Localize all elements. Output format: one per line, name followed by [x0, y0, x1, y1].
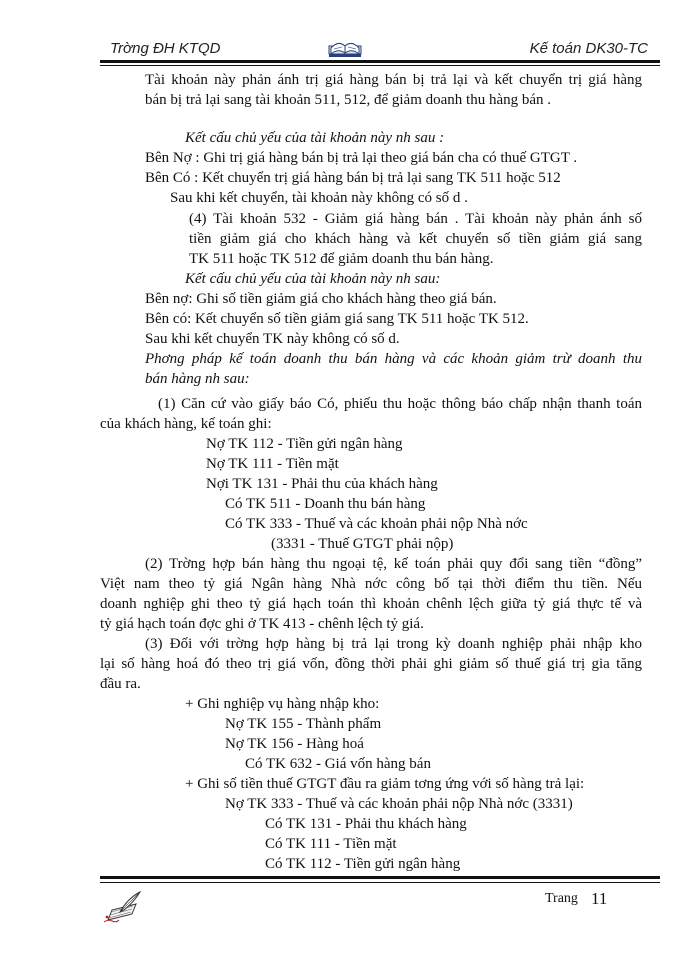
- journal-entry: Nợ TK 111 - Tiền mặt: [206, 456, 339, 472]
- open-book-icon: [328, 36, 362, 58]
- text-line: (1) Căn cứ vào giấy báo Có, phiếu thu hoặc thông báo chấp nhận thanh toán: [158, 396, 642, 412]
- text-line: tỷ giá hạch toán đợc ghi ở TK 413 - chênh lệch tỷ giá.: [100, 616, 424, 632]
- text-line: của khách hàng, kế toán ghi:: [100, 416, 272, 432]
- journal-entry: Có TK 112 - Tiền gửi ngân hàng: [265, 856, 461, 872]
- text-line: Bên nợ: Ghi số tiền giảm giá cho khách hàng theo giá bán.: [145, 291, 497, 307]
- header-course: Kế toán DK30-TC: [529, 40, 648, 57]
- page-number: 11: [591, 889, 608, 908]
- page-header: [100, 36, 660, 62]
- text-line: lại số hàng hoá đó theo trị giá vốn, đồng thời phải ghi giảm số thuế giá trị gia tăng: [100, 656, 642, 672]
- header-school: Trờng ĐH KTQD: [110, 40, 221, 57]
- text-line: + Ghi nghiệp vụ hàng nhập kho:: [185, 696, 380, 712]
- journal-entry: (3331 - Thuế GTGT phải nộp): [271, 536, 454, 552]
- text-line: (2) Trờng hợp bán hàng thu ngoại tệ, kế toán phải quy đổi sang tiền “đồng”: [145, 556, 642, 572]
- journal-entry: Nợ TK 156 - Hàng hoá: [225, 736, 364, 752]
- quill-pen-icon: [102, 890, 142, 924]
- text-line: đầu ra.: [100, 676, 141, 692]
- text-line: (3) Đối với trờng hợp hàng bị trả lại trong kỳ doanh nghiệp phải nhập kho: [145, 636, 642, 652]
- footer-rule-thin: [100, 882, 660, 883]
- journal-entry: Nợ TK 155 - Thành phẩm: [225, 716, 382, 732]
- text-line: doanh nghiệp ghi theo tỷ giá hạch toán thì khoản chênh lệch giữa tỷ giá thực tế và: [100, 596, 642, 612]
- journal-entry: Có TK 333 - Thuế và các khoản phải nộp Nhà nớc: [225, 516, 528, 532]
- journal-entry: Có TK 632 - Giá vốn hàng bán: [245, 756, 431, 772]
- section-heading: Phơng pháp kế toán doanh thu bán hàng và các khoản giảm trừ doanh thu: [145, 351, 642, 367]
- journal-entry: Có TK 131 - Phải thu khách hàng: [265, 816, 467, 832]
- text-line: Tài khoản này phản ánh trị giá hàng bán bị trả lại và kết chuyển trị giá hàng: [145, 72, 642, 88]
- text-line: + Ghi số tiền thuế GTGT đầu ra giảm tơng ứng với số hàng trả lại:: [185, 776, 585, 792]
- text-line: TK 511 hoặc TK 512 để giảm doanh thu bán hàng.: [189, 251, 494, 267]
- journal-entry: Nợi TK 131 - Phải thu của khách hàng: [206, 476, 438, 492]
- text-line: Việt nam theo tỷ giá Ngân hàng Nhà nớc công bố tại thời điểm thu tiền. Nếu: [100, 576, 642, 592]
- text-line: (4) Tài khoản 532 - Giảm giá hàng bán . Tài khoản này phản ánh số: [189, 211, 642, 227]
- header-rule-thin: [100, 65, 660, 66]
- journal-entry: Nợ TK 333 - Thuế và các khoản phải nộp Nhà nớc (3331): [225, 796, 573, 812]
- text-line: Bên có: Kết chuyển số tiền giảm giá sang TK 511 hoặc TK 512.: [145, 311, 529, 327]
- journal-entry: Nợ TK 112 - Tiền gửi ngân hàng: [206, 436, 403, 452]
- text-line: Bên Nợ : Ghi trị giá hàng bán bị trả lại theo giá bán cha có thuế GTGT .: [145, 150, 578, 166]
- footer-rule-thick: [100, 876, 660, 879]
- journal-entry: Có TK 511 - Doanh thu bán hàng: [225, 496, 426, 512]
- journal-entry: Có TK 111 - Tiền mặt: [265, 836, 397, 852]
- section-heading: Kết cấu chủ yếu của tài khoản này nh sau :: [185, 130, 445, 146]
- section-heading: Kết cấu chủ yếu của tài khoản này nh sau:: [185, 271, 441, 287]
- text-line: Sau khi kết chuyển, tài khoản này không có số d .: [170, 190, 468, 206]
- header-rule-thick: [100, 60, 660, 63]
- text-line: Sau khi kết chuyển TK này không có số d.: [145, 331, 400, 347]
- section-heading: bán hàng nh sau:: [145, 371, 250, 387]
- text-line: bán bị trả lại sang tài khoản 511, 512, để giảm doanh thu hàng bán .: [145, 92, 552, 108]
- text-line: tiền giảm giá cho khách hàng và kết chuyển số tiền giảm giá sang: [189, 231, 642, 247]
- page-label: Trang: [545, 891, 578, 906]
- text-line: Bên Có : Kết chuyển trị giá hàng bán bị trả lại sang TK 511 hoặc 512: [145, 170, 561, 186]
